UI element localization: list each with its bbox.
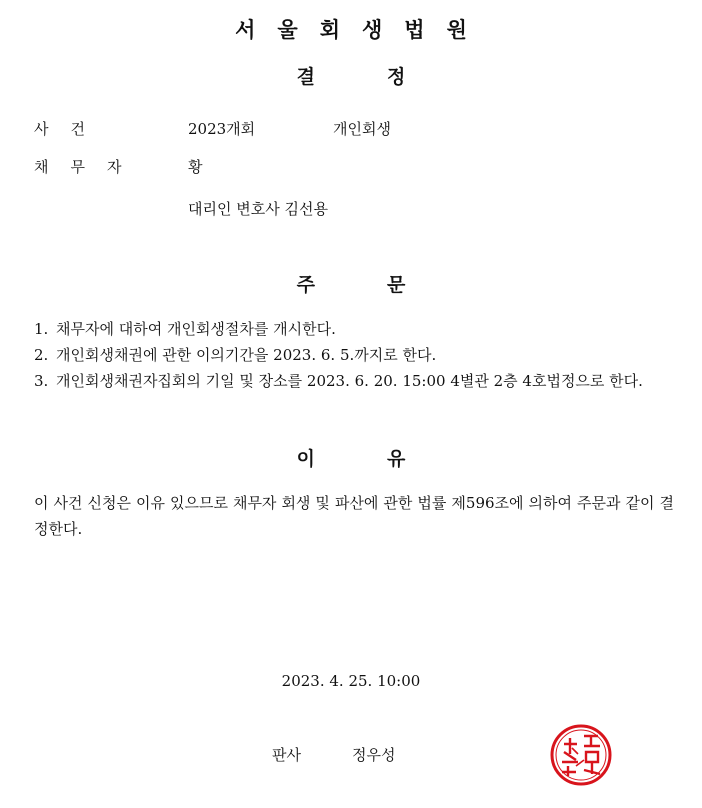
debtor-agent: 대리인 변호사 김선용 bbox=[188, 200, 328, 218]
document-title: 결정 bbox=[296, 66, 478, 88]
judge-title: 판사 bbox=[272, 746, 301, 764]
order-item-number: 2. bbox=[34, 346, 49, 364]
order-item-number: 1. bbox=[34, 320, 49, 338]
order-item-number: 3. bbox=[34, 372, 49, 390]
court-seal-stamp bbox=[548, 722, 614, 788]
reason-text: 이 사건 신청은 이유 있으므로 채무자 회생 및 파산에 관한 법률 제596조에 의하여 주문과 같이 결정한다. bbox=[34, 494, 674, 538]
decision-date: 2023. 4. 25. 10:00 bbox=[281, 672, 421, 690]
order-item bbox=[34, 342, 674, 368]
order-item-text: 채무자에 대하여 개인회생절차를 개시한다. bbox=[56, 320, 336, 338]
order-item bbox=[34, 368, 674, 394]
order-item-text: 개인회생채권에 관한 이의기간을 2023. 6. 5.까지로 한다. bbox=[56, 346, 437, 364]
court-name: 서울회생법원 bbox=[235, 18, 489, 42]
case-number: 2023개회 bbox=[188, 120, 256, 138]
order-heading: 주문 bbox=[296, 274, 478, 296]
order-list bbox=[34, 316, 674, 394]
debtor-name: 황 bbox=[188, 158, 203, 176]
case-label: 사건 bbox=[34, 120, 107, 138]
order-item-text: 개인회생채권자집회의 기일 및 장소를 2023. 6. 20. 15:00 4별관 2층 4호법정으로 한다. bbox=[56, 372, 643, 390]
case-type: 개인회생 bbox=[333, 120, 391, 138]
debtor-label: 채무자 bbox=[34, 158, 144, 176]
order-item bbox=[34, 316, 674, 342]
reason-heading: 이유 bbox=[296, 448, 478, 470]
judge-name: 정우성 bbox=[352, 746, 396, 764]
